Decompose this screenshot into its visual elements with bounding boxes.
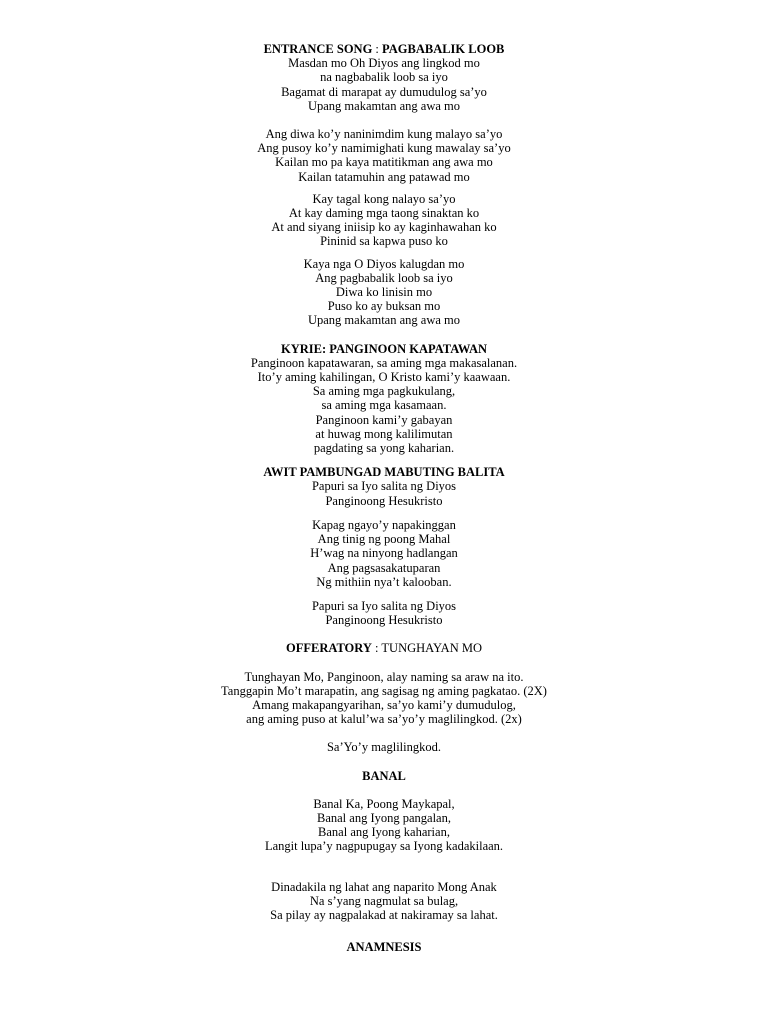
- section-heading-entrance: [0, 42, 768, 56]
- lyric-line: Ang diwa ko’y naninimdim kung malayo sa’yo: [265, 127, 503, 142]
- lyric-line: At kay daming mga taong sinaktan ko: [288, 206, 480, 221]
- lyric-line: Kay tagal kong nalayo sa’yo: [312, 191, 456, 206]
- lyric-line: Ito’y aming kahilingan, O Kristo kami’y kaawaan.: [257, 370, 511, 385]
- lyric-line: Puso ko ay buksan mo: [327, 299, 441, 314]
- lyric-line: Panginoong Hesukristo: [325, 613, 443, 628]
- stanza: [0, 127, 768, 184]
- lyric-line: Bagamat di marapat ay dumudulog sa’yo: [281, 84, 487, 99]
- stanza: [0, 257, 768, 328]
- section-separator: :: [371, 641, 382, 656]
- section-heading-kyrie: KYRIE: PANGINOON KAPATAWAN: [280, 341, 488, 356]
- lyric-line: Upang makamtan ang awa mo: [307, 98, 461, 113]
- lyric-line: at huwag mong kalilimutan: [315, 426, 453, 441]
- lyric-line: Na s’yang nagmulat sa bulag,: [309, 893, 459, 908]
- section-separator: :: [372, 42, 383, 56]
- stanza: [0, 599, 768, 627]
- stanza: [0, 192, 768, 249]
- lyric-line: Panginoong Hesukristo: [325, 493, 443, 508]
- lyric-line: Langit lupa’y nagpupugay sa Iyong kadakilaan.: [264, 839, 504, 854]
- lyric-line: Sa aming mga pagkukulang,: [312, 384, 456, 399]
- lyric-line: Ang pagsasakatuparan: [327, 560, 441, 575]
- lyric-line: Tunghayan Mo, Panginoon, alay naming sa araw na ito.: [244, 669, 524, 684]
- lyric-line: na nagbabalik loob sa iyo: [320, 70, 448, 85]
- section-heading-awit-pambungad: AWIT PAMBUNGAD MABUTING BALITA: [263, 465, 505, 480]
- lyric-line: Ang pagbabalik loob sa iyo: [315, 270, 453, 285]
- lyric-line: Diwa ko linisin mo: [335, 285, 433, 300]
- lyric-line: Kailan tatamuhin ang patawad mo: [298, 169, 470, 184]
- section-subtitle: PAGBABALIK LOOB: [382, 42, 505, 56]
- lyric-line: pagdating sa yong kaharian.: [313, 441, 455, 456]
- stanza: [0, 479, 768, 507]
- section-title: OFFERATORY: [285, 641, 372, 656]
- lyric-line: Ng mithiin nya’t kalooban.: [316, 574, 452, 589]
- stanza: [0, 518, 768, 589]
- lyric-line: H’wag na ninyong hadlangan: [310, 546, 458, 561]
- lyric-line: Banal ang Iyong kaharian,: [318, 825, 450, 840]
- stanza: [0, 880, 768, 923]
- lyric-line: At and siyang iniisip ko ay kaginhawahan ko: [271, 220, 497, 235]
- section-subtitle: TUNGHAYAN MO: [381, 641, 482, 656]
- lyric-line: Upang makamtan ang awa mo: [307, 313, 461, 328]
- lyric-line: Banal ang Iyong pangalan,: [317, 810, 451, 825]
- section-heading-banal: BANAL: [362, 768, 406, 783]
- stanza: [0, 797, 768, 854]
- lyric-line: Papuri sa Iyo salita ng Diyos: [311, 479, 457, 494]
- lyric-line: Ang tinig ng poong Mahal: [317, 532, 451, 547]
- lyric-line: Tanggapin Mo’t marapatin, ang sagisag ng aming pagkatao. (2X): [221, 683, 547, 698]
- section-title: ENTRANCE SONG: [263, 42, 373, 56]
- lyric-line: Kapag ngayo’y napakinggan: [312, 517, 456, 532]
- stanza: [0, 56, 768, 113]
- lyric-line: Kaya nga O Diyos kalugdan mo: [303, 256, 465, 271]
- lyric-line: Dinadakila ng lahat ang naparito Mong Anak: [271, 879, 497, 894]
- lyric-line: Ang pusoy ko’y namimighati kung mawalay sa’yo: [257, 141, 511, 156]
- lyric-line: Sa’Yo’y maglilingkod.: [326, 740, 441, 755]
- song-sheet: [0, 42, 768, 954]
- lyric-line: Pininid sa kapwa puso ko: [320, 234, 448, 249]
- lyric-line: Amang makapangyarihan, sa’yo kami’y dumudulog,: [252, 697, 516, 712]
- lyric-line: ang aming puso at kalul’wa sa’yo’y maglilingkod. (2x): [246, 712, 522, 727]
- section-heading-anamnesis: ANAMNESIS: [346, 940, 422, 955]
- stanza: [0, 670, 768, 727]
- lyric-line: Masdan mo Oh Diyos ang lingkod mo: [288, 56, 480, 71]
- lyric-line: Papuri sa Iyo salita ng Diyos: [311, 598, 457, 613]
- lyric-line: Panginoon kami’y gabayan: [315, 412, 453, 427]
- lyric-line: sa aming mga kasamaan.: [321, 398, 447, 413]
- lyric-line: Kailan mo pa kaya matitikman ang awa mo: [275, 155, 493, 170]
- stanza: [0, 356, 768, 455]
- lyric-line: Panginoon kapatawaran, sa aming mga makasalanan.: [250, 355, 518, 370]
- lyric-line: Sa pilay ay nagpalakad at nakiramay sa lahat.: [270, 907, 498, 922]
- lyric-line: Banal Ka, Poong Maykapal,: [313, 796, 455, 811]
- section-heading-offeratory: [0, 641, 768, 655]
- stanza: [0, 740, 768, 754]
